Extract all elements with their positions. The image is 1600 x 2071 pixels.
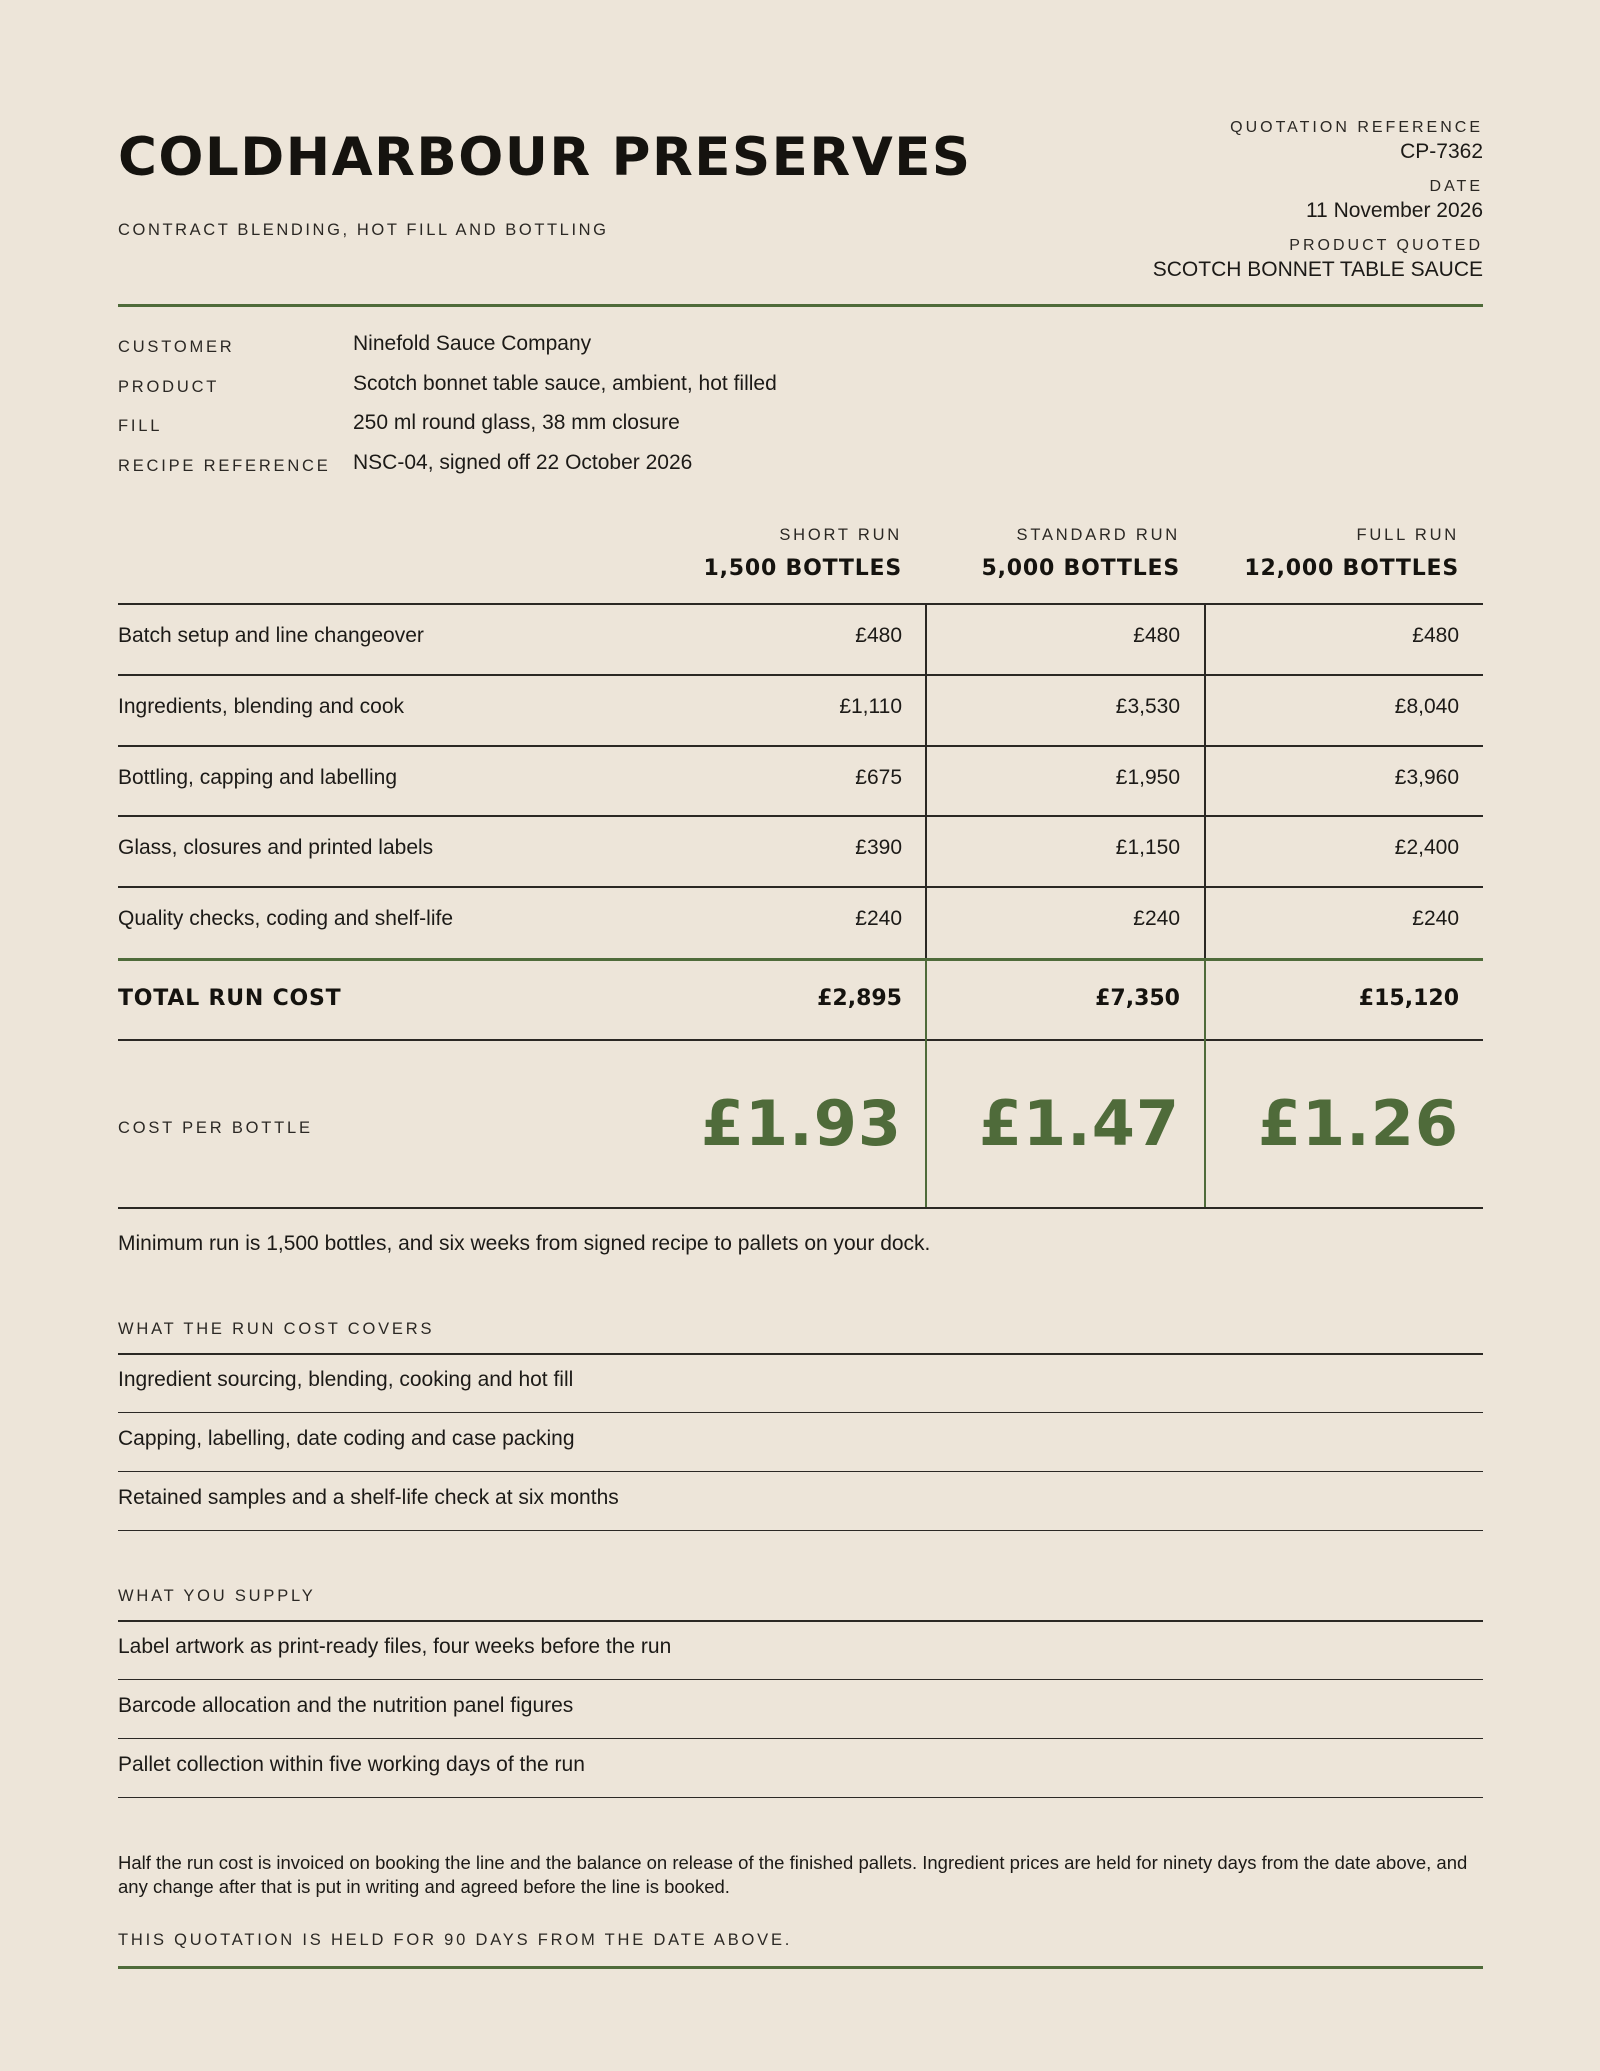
table-row (118, 604, 1483, 674)
total-cell: £7,350 (1095, 986, 1180, 1011)
table-row (118, 816, 1483, 886)
tier-quantity: 1,500 BOTTLES (703, 556, 902, 581)
company-name: COLDHARBOUR PRESERVES (118, 127, 972, 188)
info-row-recipe (118, 449, 1118, 489)
info-key: FILL (118, 417, 163, 435)
payment-terms: Half the run cost is invoiced on booking the line and the balance on release of the finished pallets. Ingredient prices are held for ninety days from the date above, and any change after that is put in writing and agreed before the line is booked. (118, 1852, 1468, 1897)
tier-name: SHORT RUN (779, 526, 902, 544)
cost-cell: £240 (855, 907, 902, 930)
info-row-fill (118, 409, 1118, 449)
per-bottle-cell: £1.26 (1257, 1087, 1459, 1160)
table-row (118, 675, 1483, 745)
cost-line-label: Quality checks, coding and shelf-life (118, 907, 454, 930)
total-cell: £15,120 (1358, 986, 1459, 1011)
info-row-product (118, 370, 1118, 410)
cost-cell: £1,950 (1115, 766, 1180, 789)
minimum-run-note: Minimum run is 1,500 bottles, and six weeks from signed recipe to pallets on your dock. (118, 1232, 931, 1255)
reference-label: QUOTATION REFERENCE (1230, 119, 1483, 136)
tier-quantity: 5,000 BOTTLES (981, 556, 1180, 581)
tier-quantity: 12,000 BOTTLES (1244, 556, 1459, 581)
cost-cell: £1,150 (1115, 836, 1180, 859)
footer-rule (118, 1966, 1483, 1969)
date-value: 11 November 2026 (1305, 199, 1483, 222)
list-item (118, 1472, 1483, 1531)
tier-header-short (602, 526, 902, 581)
per-bottle-label: COST PER BOTTLE (118, 1119, 313, 1137)
supply-item: Label artwork as print-ready files, four weeks before the run (118, 1635, 672, 1658)
table-row (118, 746, 1483, 816)
info-key: CUSTOMER (118, 338, 235, 356)
cost-line-label: Batch setup and line changeover (118, 624, 424, 647)
info-value: Ninefold Sauce Company (353, 332, 592, 355)
supply-heading: WHAT YOU SUPPLY (118, 1587, 316, 1605)
per-bottle-cell: £1.47 (978, 1087, 1180, 1160)
tier-header-full (1159, 526, 1459, 581)
cost-line-label: Glass, closures and printed labels (118, 836, 434, 859)
covers-item: Ingredient sourcing, blending, cooking and hot fill (118, 1368, 574, 1391)
list-item (118, 1354, 1483, 1413)
info-value: 250 ml round glass, 38 mm closure (353, 411, 680, 434)
supply-item: Barcode allocation and the nutrition panel figures (118, 1694, 574, 1717)
list-item (118, 1413, 1483, 1472)
cost-cell: £480 (855, 624, 902, 647)
list-item (118, 1680, 1483, 1739)
list-item (118, 1739, 1483, 1798)
reference-value: CP-7362 (1400, 140, 1483, 163)
cost-cell: £3,530 (1115, 695, 1180, 718)
cost-cell: £1,110 (839, 695, 902, 718)
cost-line-label: Ingredients, blending and cook (118, 695, 405, 718)
table-bottom-rule (118, 1207, 1483, 1209)
tier-name: STANDARD RUN (1016, 526, 1180, 544)
quotation-page (118, 0, 1483, 2071)
per-bottle-row (118, 1041, 1483, 1207)
list-item (118, 1621, 1483, 1680)
header-divider (118, 304, 1483, 307)
cost-cell: £2,400 (1394, 836, 1459, 859)
quotation-meta (963, 118, 1483, 295)
total-label: TOTAL RUN COST (118, 986, 342, 1011)
table-row (118, 887, 1483, 957)
cost-cell: £240 (1412, 907, 1459, 930)
product-quoted-label: PRODUCT QUOTED (1289, 237, 1483, 254)
info-value: NSC-04, signed off 22 October 2026 (353, 451, 693, 474)
cost-cell: £390 (855, 836, 902, 859)
covers-heading: WHAT THE RUN COST COVERS (118, 1320, 435, 1338)
supply-item: Pallet collection within five working days of the run (118, 1753, 585, 1776)
cost-cell: £675 (855, 766, 902, 789)
covers-item: Capping, labelling, date coding and case packing (118, 1427, 575, 1450)
product-quoted-value: SCOTCH BONNET TABLE SAUCE (1152, 258, 1483, 281)
info-value: Scotch bonnet table sauce, ambient, hot filled (353, 372, 777, 395)
validity-note: THIS QUOTATION IS HELD FOR 90 DAYS FROM THE DATE ABOVE. (118, 1931, 793, 1949)
tier-header-standard (880, 526, 1180, 581)
cost-cell: £8,040 (1394, 695, 1459, 718)
cost-line-label: Bottling, capping and labelling (118, 766, 398, 789)
cost-cell: £480 (1412, 624, 1459, 647)
company-tagline: CONTRACT BLENDING, HOT FILL AND BOTTLING (118, 221, 609, 239)
cost-cell: £480 (1133, 624, 1180, 647)
info-key: RECIPE REFERENCE (118, 457, 331, 475)
cost-cell: £3,960 (1394, 766, 1459, 789)
tier-name: FULL RUN (1356, 526, 1459, 544)
total-cell: £2,895 (817, 986, 902, 1011)
total-row (118, 962, 1483, 1038)
per-bottle-cell: £1.93 (700, 1087, 902, 1160)
cost-cell: £240 (1133, 907, 1180, 930)
date-label: DATE (1429, 178, 1483, 195)
total-divider (118, 958, 1483, 961)
covers-item: Retained samples and a shelf-life check at six months (118, 1486, 619, 1509)
info-key: PRODUCT (118, 378, 220, 396)
info-row-customer (118, 330, 1118, 370)
